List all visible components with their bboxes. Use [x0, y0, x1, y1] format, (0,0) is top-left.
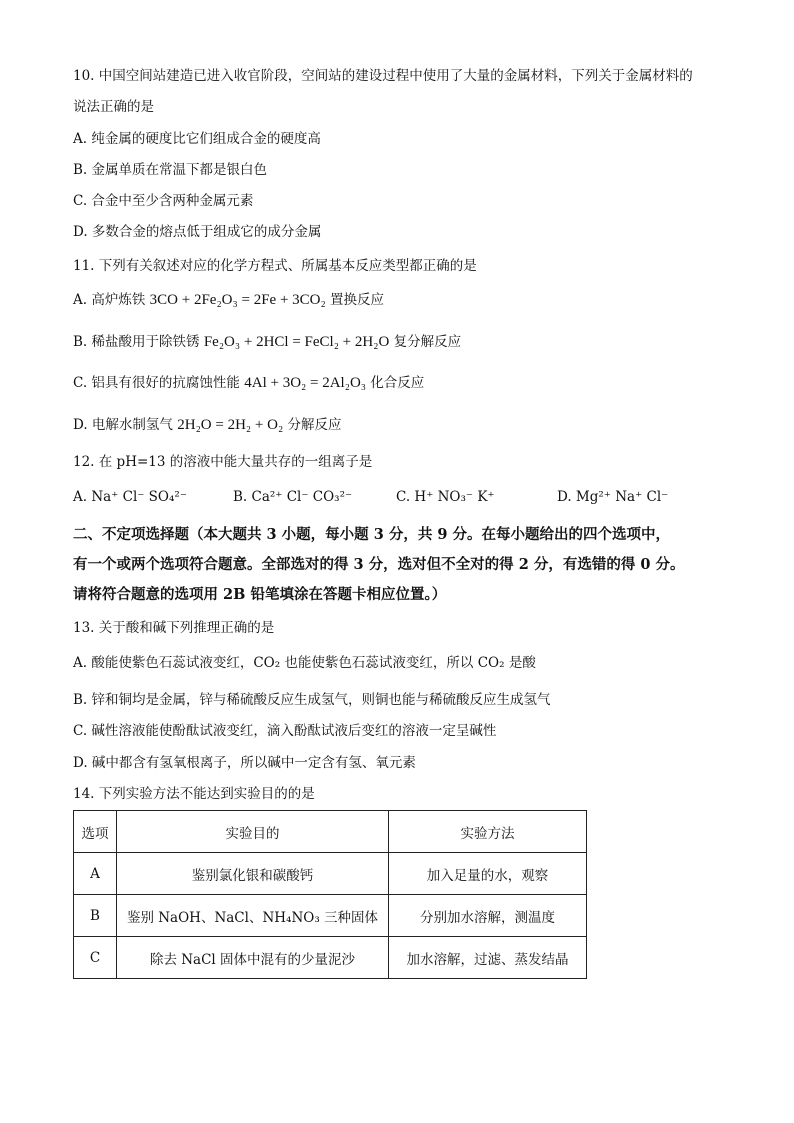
q11-option-d [73, 415, 341, 435]
q13-option-b: B. 锌和铜均是金属，锌与稀硫酸反应生成氢气，则铜也能与稀硫酸反应生成氢气 [73, 692, 551, 708]
q11-option-a [73, 290, 384, 310]
header-method: 实验方法 [389, 811, 587, 853]
q11-c-equation: 4Al + 3O₂ = 2Al₂O₃ [244, 375, 367, 391]
table-row [74, 853, 587, 895]
q13-stem: 13. 关于酸和碱下列推理正确的是 [73, 620, 275, 636]
q11-a-equation: 3CO + 2Fe₂O₃ = 2Fe + 3CO₂ [149, 292, 326, 308]
q12-option-b: B. Ca²⁺ Cl⁻ CO₃²⁻ [233, 489, 353, 505]
cell-method: 分别加水溶解，测温度 [389, 895, 587, 937]
table-header-row [74, 811, 587, 853]
q11-option-b [73, 332, 461, 352]
q11-a-text: A. 高炉炼铁 [73, 292, 146, 308]
table-row [74, 937, 587, 979]
header-option: 选项 [74, 811, 117, 853]
q13-option-d: D. 碱中都含有氢氧根离子，所以碱中一定含有氢、氧元素 [73, 755, 416, 771]
cell-method: 加入足量的水，观察 [389, 853, 587, 895]
q14-stem: 14. 下列实验方法不能达到实验目的的是 [73, 786, 315, 802]
q11-a-type: 置换反应 [330, 292, 385, 308]
q11-c-type: 化合反应 [370, 375, 425, 391]
header-purpose: 实验目的 [117, 811, 389, 853]
q11-b-type: 复分解反应 [393, 334, 462, 350]
q11-c-text: C. 铝具有很好的抗腐蚀性能 [73, 375, 240, 391]
q11-d-type: 分解反应 [287, 417, 342, 433]
cell-purpose: 鉴别氯化银和碳酸钙 [117, 853, 389, 895]
q11-d-equation: 2H₂O = 2H₂ + O₂ [177, 417, 284, 433]
cell-purpose: 鉴别 NaOH、NaCl、NH₄NO₃ 三种固体 [117, 895, 389, 937]
cell-method: 加水溶解，过滤、蒸发结晶 [389, 937, 587, 979]
q10-option-b: B. 金属单质在常温下都是银白色 [73, 162, 268, 178]
q12-stem: 12. 在 pH=13 的溶液中能大量共存的一组离子是 [73, 454, 373, 470]
q14-table [73, 810, 587, 979]
section2-line2: 有一个或两个选项符合题意。全部选对的得 3 分，选对但不全对的得 2 分，有选错的得 0 分。 [73, 556, 685, 573]
q13-option-c: C. 碱性溶液能使酚酞试液变红，滴入酚酞试液后变红的溶液一定呈碱性 [73, 723, 497, 739]
q11-stem: 11. 下列有关叙述对应的化学方程式、所属基本反应类型都正确的是 [73, 258, 477, 274]
q13-option-a: A. 酸能使紫色石蕊试液变红，CO₂ 也能使紫色石蕊试液变红，所以 CO₂ 是酸 [73, 655, 536, 671]
q10-option-c: C. 合金中至少含两种金属元素 [73, 193, 254, 209]
q12-option-a: A. Na⁺ Cl⁻ SO₄²⁻ [73, 489, 187, 505]
section2-line3: 请将符合题意的选项用 2B 铅笔填涂在答题卡相应位置。） [73, 586, 447, 603]
q10-option-a: A. 纯金属的硬度比它们组成合金的硬度高 [73, 131, 321, 147]
cell-option: C [74, 937, 117, 979]
table-row [74, 895, 587, 937]
q10-option-d: D. 多数合金的熔点低于组成它的成分金属 [73, 224, 322, 240]
section2-line1: 二、不定项选择题（本大题共 3 小题，每小题 3 分，共 9 分。在每小题给出的四个选项中， [73, 526, 671, 543]
q11-option-c [73, 373, 424, 393]
q11-b-text: B. 稀盐酸用于除铁锈 [73, 334, 200, 350]
q10-stem-line2: 说法正确的是 [73, 99, 154, 115]
cell-option: A [74, 853, 117, 895]
q12-option-c: C. H⁺ NO₃⁻ K⁺ [396, 489, 495, 505]
q11-b-equation: Fe₂O₃ + 2HCl = FeCl₂ + 2H₂O [203, 334, 390, 350]
cell-purpose: 除去 NaCl 固体中混有的少量泥沙 [117, 937, 389, 979]
q12-option-d: D. Mg²⁺ Na⁺ Cl⁻ [557, 489, 669, 505]
q10-stem-line1: 10. 中国空间站建造已进入收官阶段，空间站的建设过程中使用了大量的金属材料，下列关于金属材料的 [73, 68, 693, 84]
q11-d-text: D. 电解水制氢气 [73, 417, 173, 433]
cell-option: B [74, 895, 117, 937]
